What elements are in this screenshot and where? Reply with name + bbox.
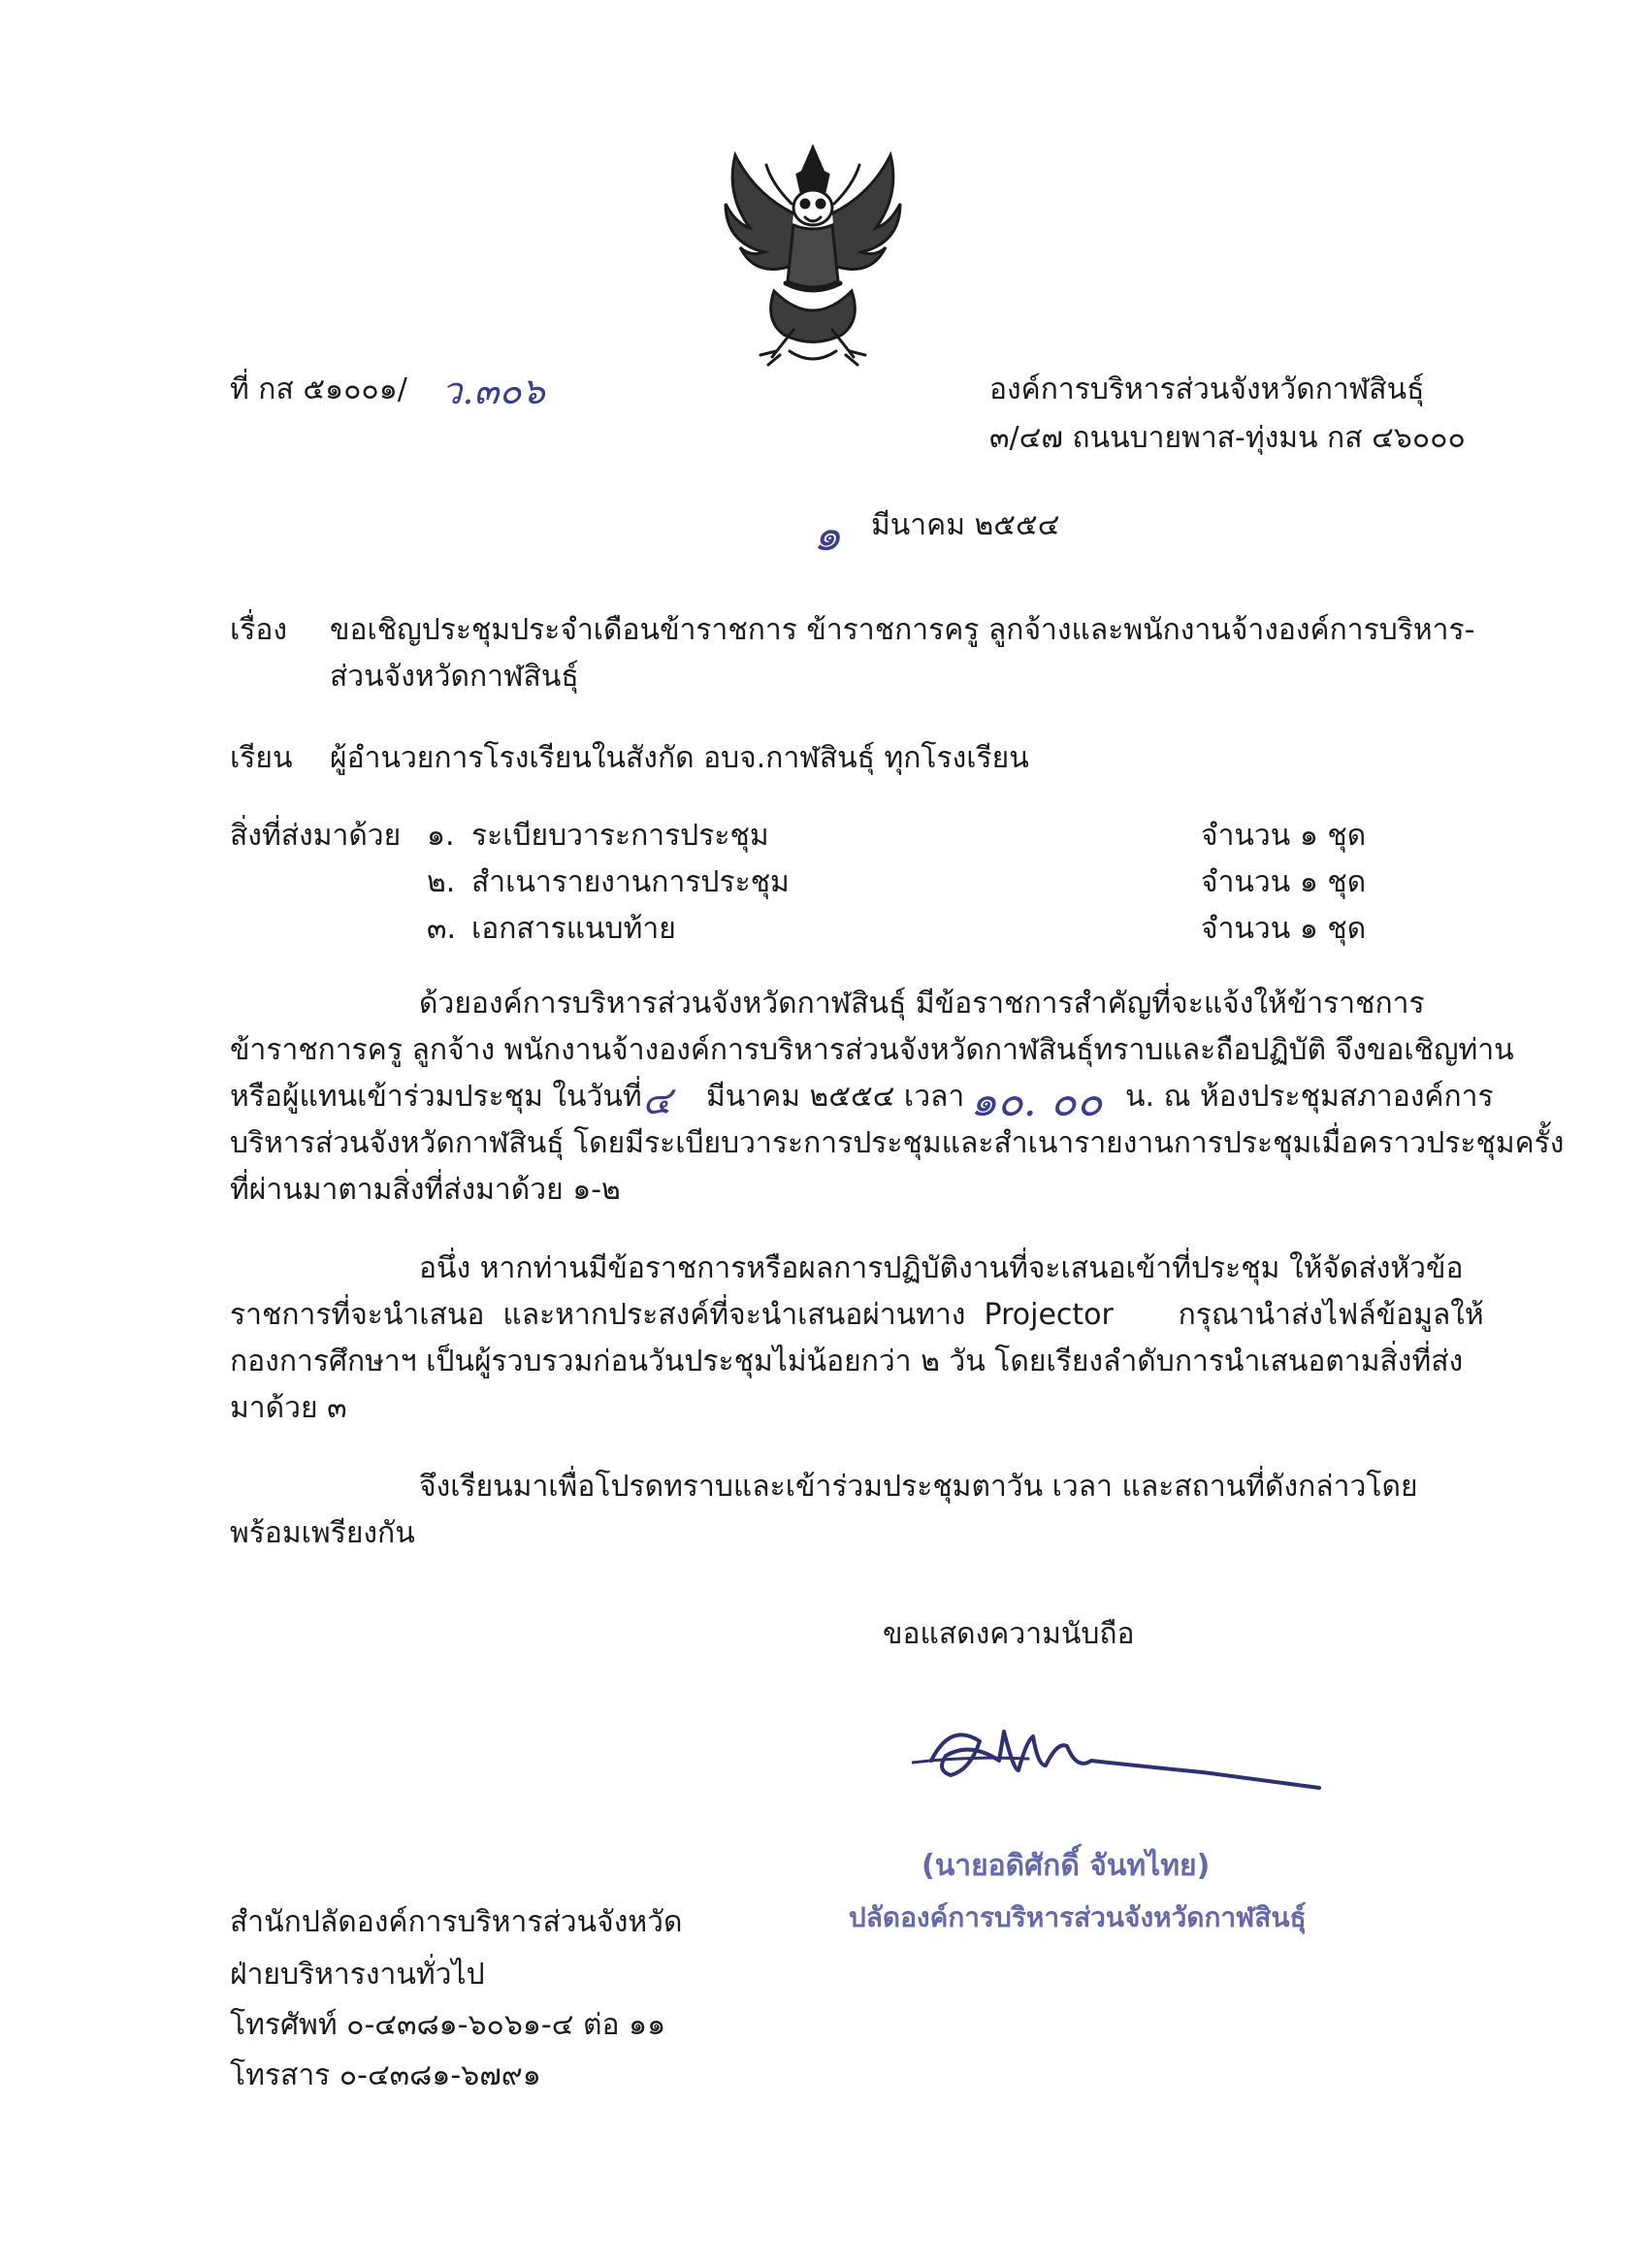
footer-office: สำนักปลัดองค์การบริหารส่วนจังหวัด xyxy=(230,1905,683,1939)
meeting-month-year-text: มีนาคม ๒๕๕๔ เวลา xyxy=(706,1080,965,1114)
subject-line-1: ขอเชิญประชุมประจำเดือนข้าราชการ ข้าราชการครู ลูกจ้างและพนักงานจ้างองค์การบริหาร- xyxy=(330,613,1475,647)
meeting-day-handwritten: ๔ xyxy=(642,1079,672,1123)
footer-phone: โทรศัพท์ ๐-๔๓๘๑-๖๐๖๑-๔ ต่อ ๑๑ xyxy=(230,2008,666,2042)
recipient-text: ผู้อำนวยการโรงเรียนในสังกัด อบจ.กาฬสินธุ์ ทุกโรงเรียน xyxy=(330,741,1029,775)
reference-number xyxy=(230,371,407,409)
body-paragraph-1-line-5: ที่ผ่านมาตามสิ่งที่ส่งมาด้วย ๑-๒ xyxy=(230,1173,621,1207)
recipient-label: เรียน xyxy=(230,741,293,775)
reference-number-handwritten: ว.๓๐๖ xyxy=(441,370,545,412)
signature-icon xyxy=(912,1702,1329,1819)
body-paragraph-2-line-2: ราชการที่จะนำเสนอ และหากประสงค์ที่จะนำเสนอผ่านทาง Projector กรุณานำส่งไฟล์ข้อมูลให้ xyxy=(230,1298,1484,1332)
body-paragraph-1-line-1: ด้วยองค์การบริหารส่วนจังหวัดกาฬสินธุ์ มีข้อราชการสำคัญที่จะแจ้งให้ข้าราชการ xyxy=(419,987,1425,1021)
body-paragraph-2-line-4: มาด้วย ๓ xyxy=(230,1391,347,1425)
signer-name: (นายอดิศักดิ์ จันทไทย) xyxy=(922,1849,1211,1883)
enclosures-label: สิ่งที่ส่งมาด้วย xyxy=(230,819,402,853)
meeting-time-handwritten: ๑๐. ๐๐ xyxy=(970,1077,1103,1126)
enclosure-text: เอกสารแนบท้าย xyxy=(471,912,676,946)
meeting-venue-text: น. ณ ห้องประชุมสภาองค์การ xyxy=(1125,1080,1494,1114)
footer-division: ฝ่ายบริหารงานทั่วไป xyxy=(230,1958,485,1992)
closing-salutation: ขอแสดงความนับถือ xyxy=(883,1617,1135,1651)
enclosure-text: ระเบียบวาระการประชุม xyxy=(471,819,769,853)
signer-title: ปลัดองค์การบริหารส่วนจังหวัดกาฬสินธุ์ xyxy=(849,1901,1307,1933)
body-paragraph-1-line-4: บริหารส่วนจังหวัดกาฬสินธุ์ โดยมีระเบียบวาระการประชุมและสำเนารายงานการประชุมเมื่อคราวประชุมครั้ง xyxy=(230,1126,1565,1160)
date-month-year: มีนาคม ๒๕๕๔ xyxy=(871,508,1060,542)
body-paragraph-1-line-2: ข้าราชการครู ลูกจ้าง พนักงานจ้างองค์การบริหารส่วนจังหวัดกาฬสินธุ์ทราบและถือปฏิบัติ จึงขอเชิญท่าน xyxy=(230,1033,1514,1067)
body-paragraph-1-line-3 xyxy=(230,1078,642,1117)
reference-number-printed: ที่ กส ๕๑๐๐๑/ xyxy=(230,373,407,406)
enclosure-number: ๒. xyxy=(427,865,456,899)
date-day-handwritten: ๑ xyxy=(813,508,842,561)
org-name: องค์การบริหารส่วนจังหวัดกาฬสินธุ์ xyxy=(989,373,1425,406)
enclosure-quantity: จำนวน ๑ ชุด xyxy=(1201,865,1367,899)
enclosure-quantity: จำนวน ๑ ชุด xyxy=(1201,912,1367,946)
enclosure-number: ๑. xyxy=(427,819,455,853)
meeting-invite-text: หรือผู้แทนเข้าร่วมประชุม ในวันที่ xyxy=(230,1080,642,1114)
body-paragraph-2-line-3: กองการศึกษาฯ เป็นผู้รวบรวมก่อนวันประชุมไม่น้อยกว่า ๒ วัน โดยเรียงลำดับการนำเสนอตามสิ่งที่ส่ง xyxy=(230,1345,1464,1378)
subject-line-2: ส่วนจังหวัดกาฬสินธุ์ xyxy=(330,660,579,694)
garuda-emblem-icon xyxy=(696,136,929,369)
enclosure-quantity: จำนวน ๑ ชุด xyxy=(1201,819,1367,853)
footer-fax: โทรสาร ๐-๔๓๘๑-๖๗๙๑ xyxy=(230,2058,541,2092)
enclosure-text: สำเนารายงานการประชุม xyxy=(471,865,790,899)
enclosure-number: ๓. xyxy=(427,912,457,946)
subject-label: เรื่อง xyxy=(230,613,288,647)
body-paragraph-3-line-1: จึงเรียนมาเพื่อโปรดทราบและเข้าร่วมประชุมตาวัน เวลา และสถานที่ดังกล่าวโดย xyxy=(419,1470,1418,1504)
org-address: ๓/๔๗ ถนนบายพาส-ทุ่งมน กส ๔๖๐๐๐ xyxy=(989,421,1466,455)
body-paragraph-3-line-2: พร้อมเพรียงกัน xyxy=(230,1516,415,1550)
body-paragraph-2-line-1: อนึ่ง หากท่านมีข้อราชการหรือผลการปฏิบัติงานที่จะเสนอเข้าที่ประชุม ให้จัดส่งหัวข้อ xyxy=(419,1251,1464,1285)
